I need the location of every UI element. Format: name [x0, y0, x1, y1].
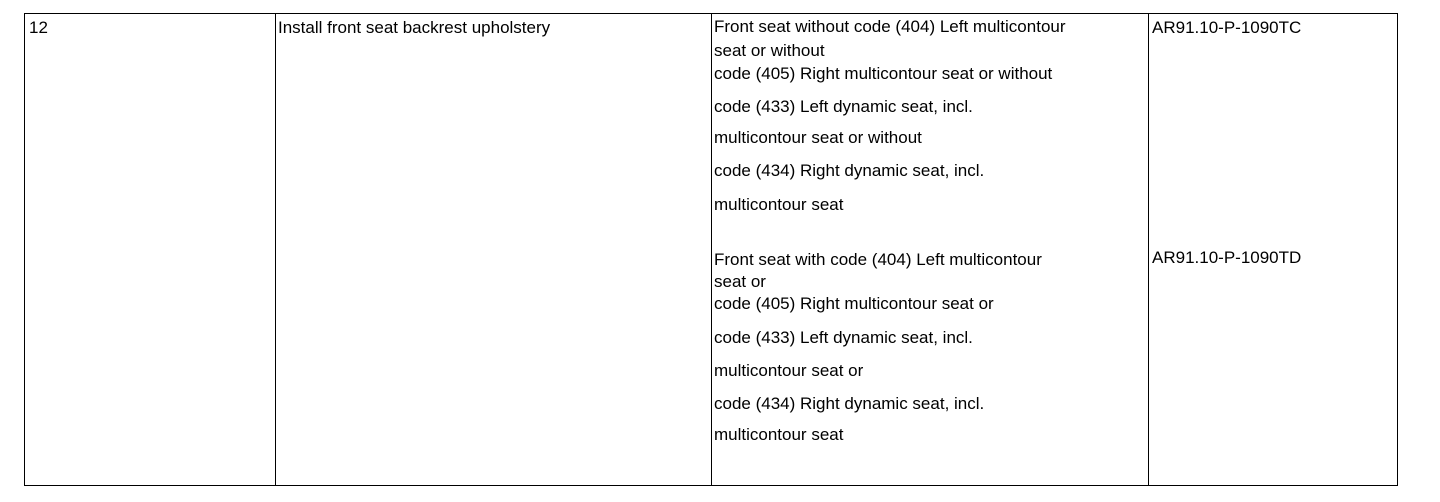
condition-line: multicontour seat or without: [714, 128, 922, 147]
condition-line: seat or without: [714, 41, 825, 60]
condition-line: multicontour seat or: [714, 361, 864, 380]
condition-line: code (434) Right dynamic seat, incl.: [714, 161, 985, 180]
condition-line: multicontour seat: [714, 195, 844, 214]
column-divider: [1148, 14, 1149, 485]
column-divider: [275, 14, 276, 485]
reference-link[interactable]: AR91.10-P-1090TC: [1152, 18, 1302, 37]
step-number-cell: 12: [29, 18, 48, 37]
condition-line: code (405) Right multicontour seat or: [714, 294, 994, 313]
condition-line: code (433) Left dynamic seat, incl.: [714, 328, 973, 347]
condition-line: seat or: [714, 272, 766, 291]
operation-cell: Install front seat backrest upholstery: [278, 18, 551, 37]
column-divider: [711, 14, 712, 485]
condition-line: code (434) Right dynamic seat, incl.: [714, 394, 985, 413]
condition-line: code (405) Right multicontour seat or without: [714, 64, 1053, 83]
work-step-table: [24, 13, 1398, 486]
condition-line: Front seat with code (404) Left multicontour: [714, 250, 1042, 269]
condition-line: multicontour seat: [714, 425, 844, 444]
condition-line: code (433) Left dynamic seat, incl.: [714, 97, 973, 116]
reference-link[interactable]: AR91.10-P-1090TD: [1152, 248, 1302, 267]
condition-line: Front seat without code (404) Left multicontour: [714, 17, 1066, 36]
